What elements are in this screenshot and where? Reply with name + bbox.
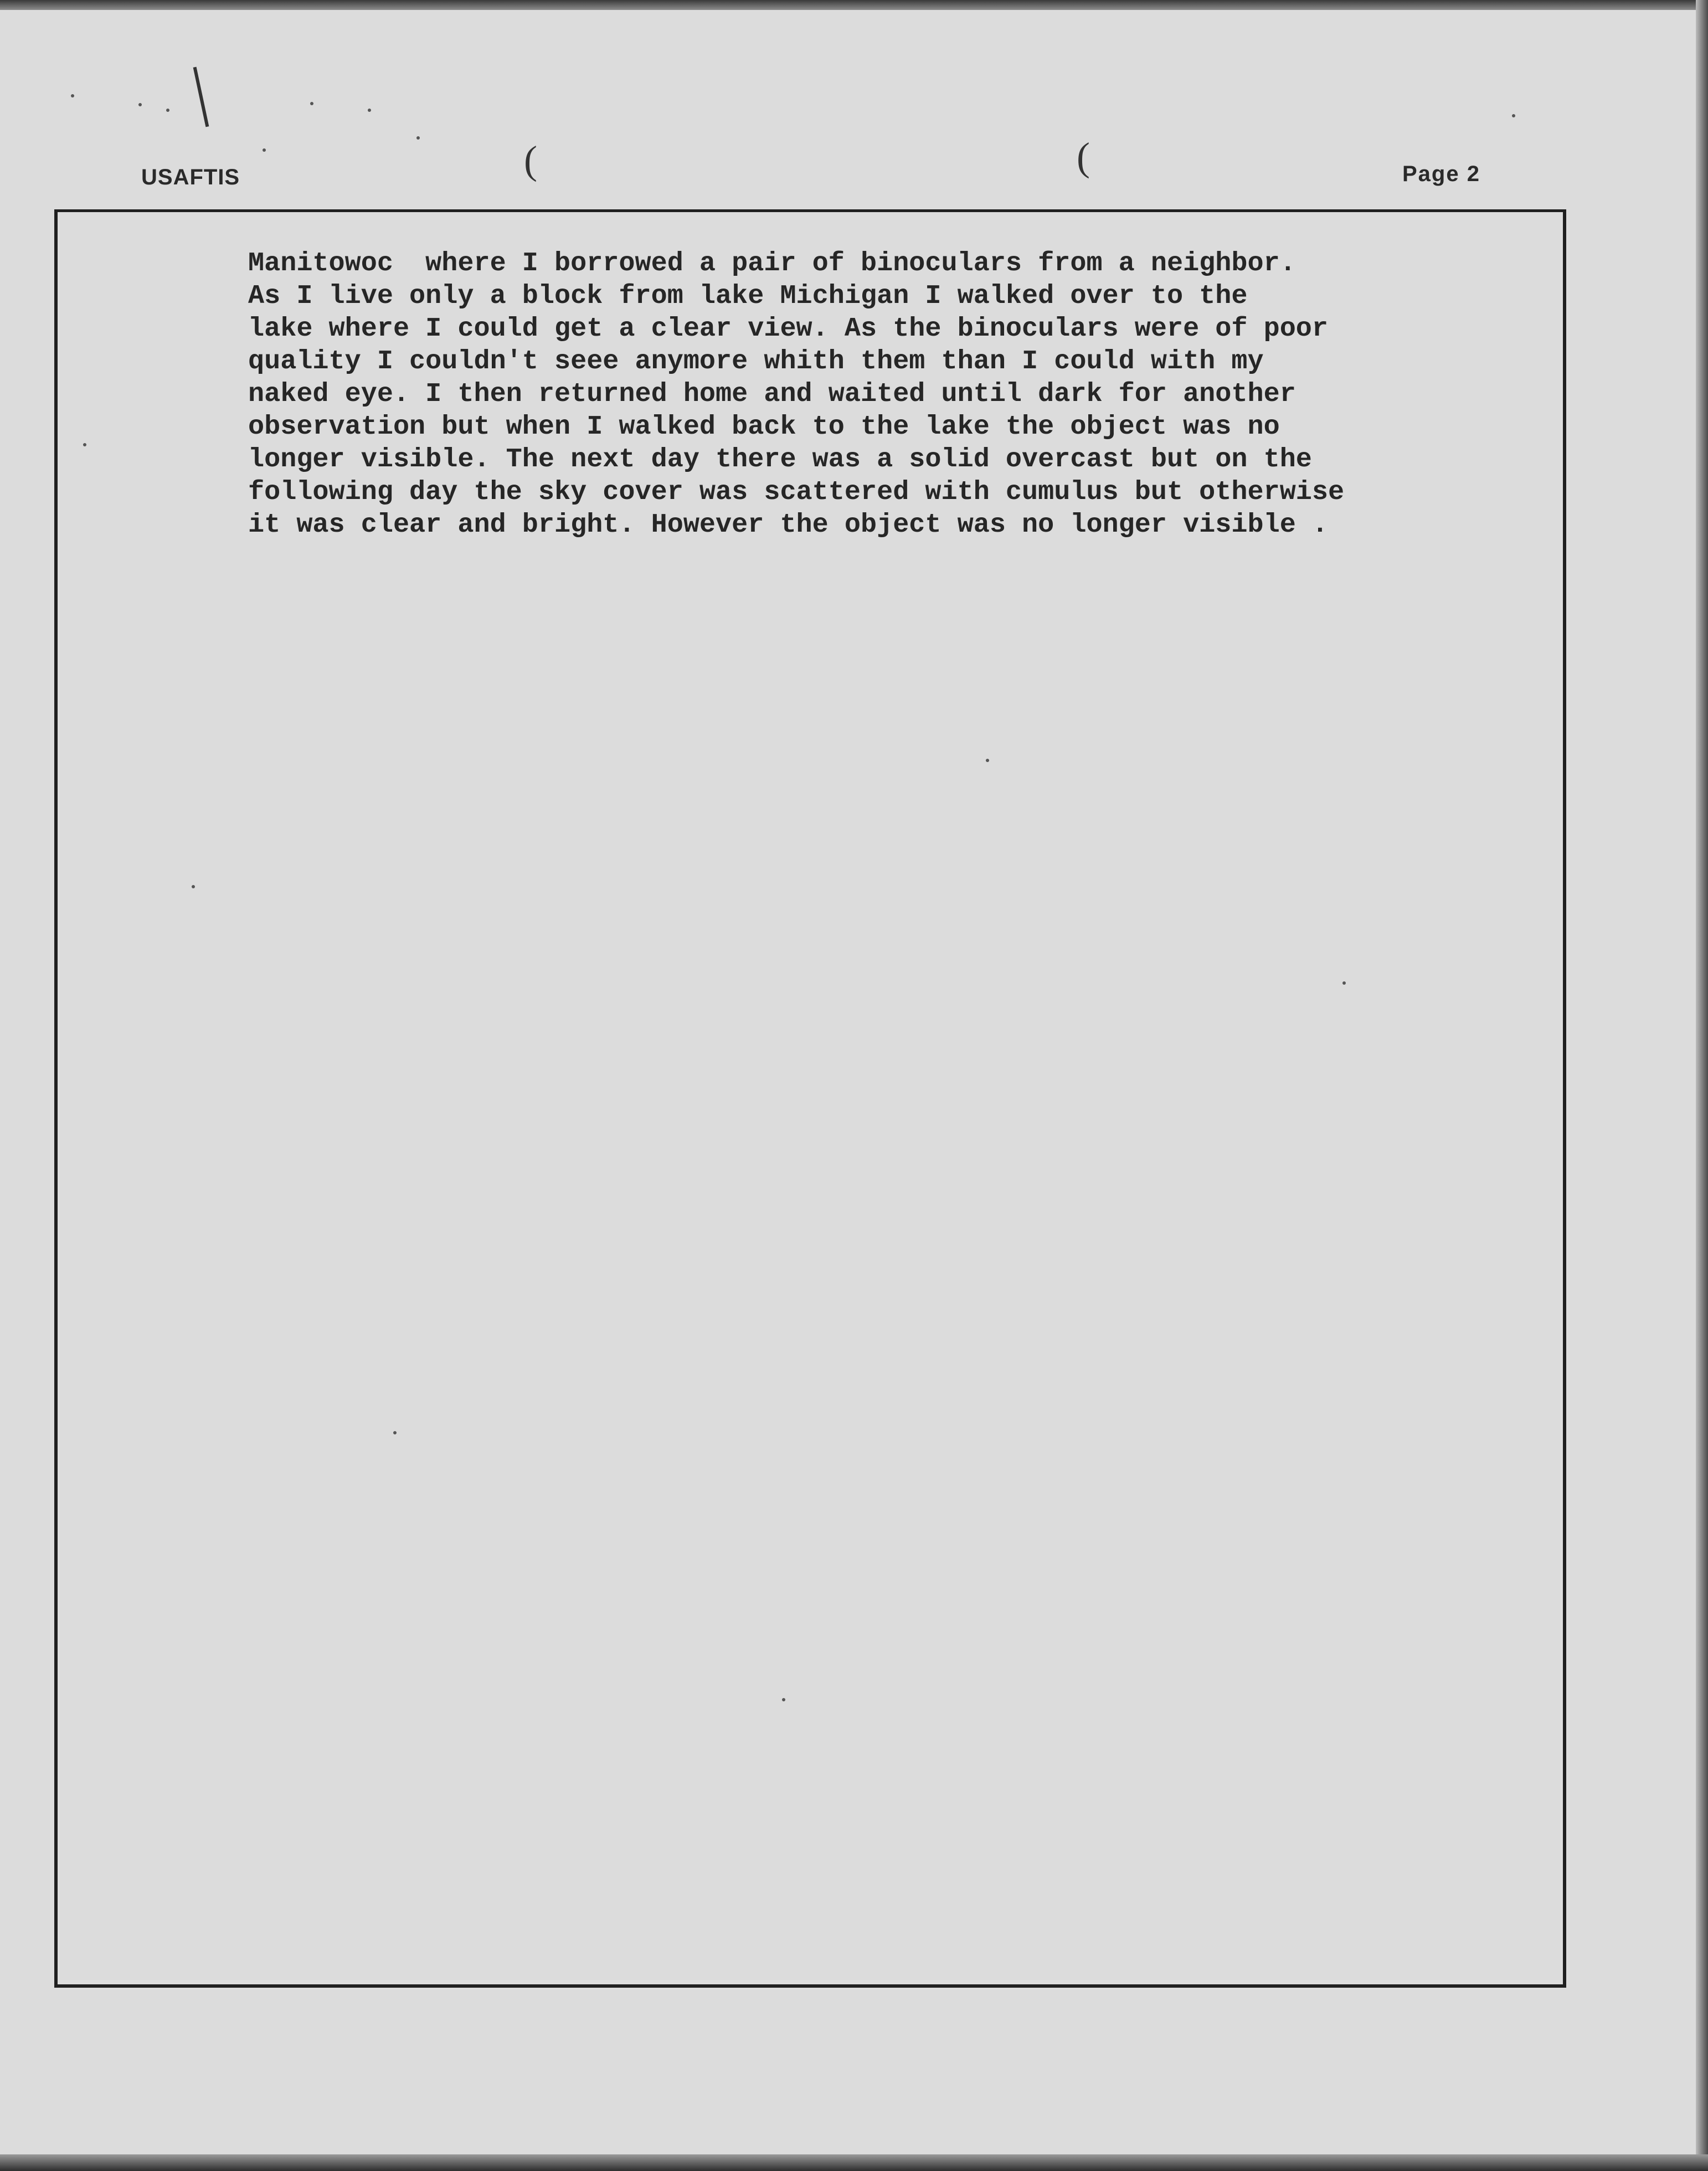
typewritten-body [248, 247, 1455, 541]
typed-parenthesis: ( [1077, 135, 1090, 179]
body-line: naked eye. I then returned home and waited until dark for another [248, 379, 1296, 409]
body-line: As I live only a block from lake Michigan I walked over to the [248, 281, 1248, 311]
scan-edge-top [0, 0, 1708, 10]
body-line: Manitowoc where I borrowed a pair of binoculars from a neighbor. [248, 248, 1296, 279]
body-line: lake where I could get a clear view. As the binoculars were of poor [248, 313, 1329, 344]
body-line: observation but when I walked back to the lake the object was no [248, 411, 1280, 442]
body-line: following day the sky cover was scattered with cumulus but otherwise [248, 477, 1345, 507]
page-number: Page 2 [1402, 162, 1480, 186]
scan-edge-right [1696, 0, 1708, 2171]
scan-edge-bottom [0, 2154, 1708, 2171]
body-line: it was clear and bright. However the object was no longer visible . [248, 510, 1329, 540]
body-line: quality I couldn't seee anymore whith them than I could with my [248, 346, 1264, 377]
header-usaftis: USAFTIS [141, 165, 240, 189]
typed-parenthesis: ( [524, 138, 537, 182]
body-line: longer visible. The next day there was a solid overcast but on the [248, 444, 1312, 475]
